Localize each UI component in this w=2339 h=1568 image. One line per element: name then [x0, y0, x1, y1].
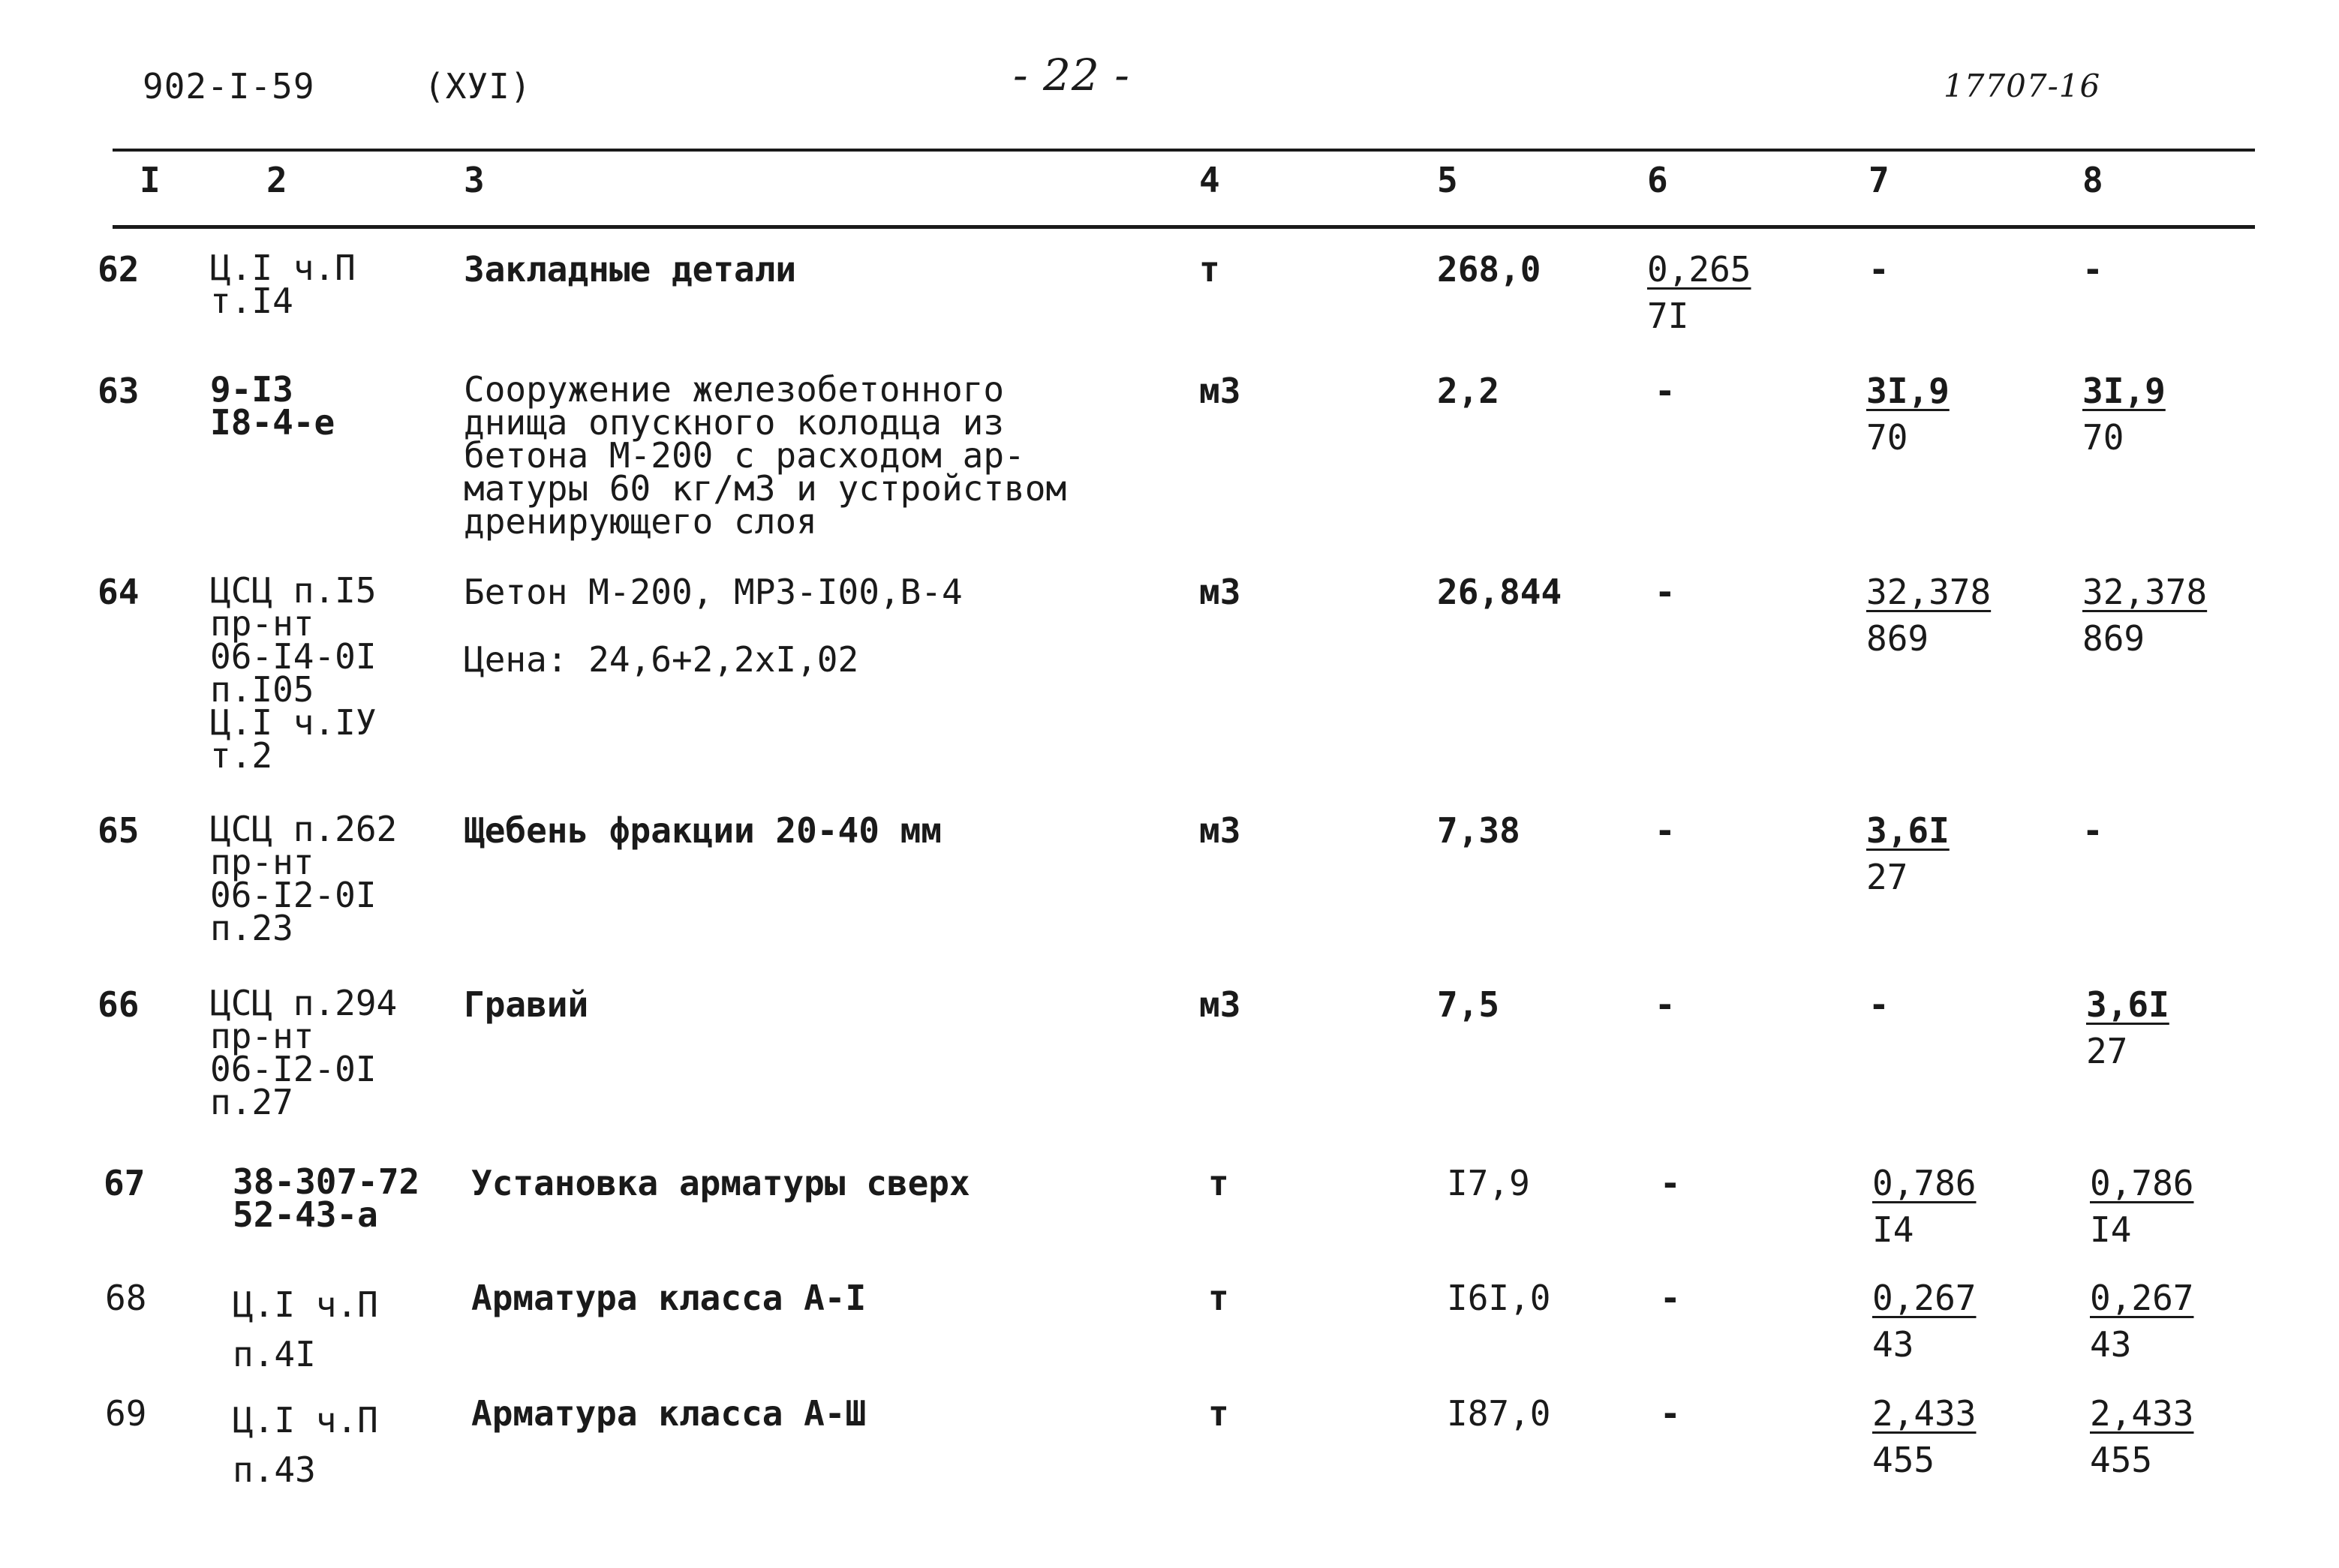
col7-sub: 869	[1866, 618, 1929, 659]
row-unit: т	[1208, 1163, 1229, 1203]
row-name: Щебень фракции 20-40 мм	[464, 810, 942, 851]
row-col7	[1866, 572, 1992, 659]
col8-value: 3,6I	[2086, 984, 2169, 1025]
col7-value: 32,378	[1866, 572, 1992, 612]
row-col6: -	[1655, 572, 1676, 612]
row-col6: -	[1660, 1163, 1681, 1203]
col7-sub: I4	[1872, 1209, 1914, 1250]
document-code: 902-I-59	[143, 66, 315, 107]
row-col8	[2082, 371, 2166, 458]
row-col6: -	[1655, 810, 1676, 851]
column-header-rule	[113, 225, 2255, 229]
column-header-3: 3	[464, 160, 485, 200]
col7-value: 0,786	[1872, 1163, 1977, 1203]
column-header-6: 6	[1647, 160, 1668, 200]
row-quantity: I6I,0	[1447, 1278, 1551, 1318]
row-unit: т	[1199, 249, 1220, 290]
row-unit: м3	[1199, 572, 1241, 612]
row-col8: -	[2082, 249, 2103, 290]
col7-value: 3I,9	[1866, 371, 1950, 411]
col8-sub: 70	[2082, 417, 2124, 458]
row-col8	[2082, 572, 2208, 659]
col7-sub: 27	[1866, 857, 1908, 897]
row-col6: -	[1655, 371, 1676, 411]
row-quantity: 268,0	[1437, 249, 1541, 290]
col7-value: 0,267	[1872, 1278, 1977, 1318]
col8-value: 0,786	[2090, 1163, 2194, 1203]
row-col6	[1647, 251, 1751, 334]
row-number: 68	[105, 1278, 147, 1318]
row-col6: -	[1655, 984, 1676, 1025]
row-reference: 9-I3 I8-4-е	[210, 369, 335, 443]
row-unit: т	[1208, 1278, 1229, 1318]
col8-value: 3I,9	[2082, 371, 2166, 411]
col7-sub: 455	[1872, 1440, 1935, 1480]
row-unit: м3	[1199, 984, 1241, 1025]
col8-sub: 869	[2082, 618, 2145, 659]
column-header-5: 5	[1437, 160, 1458, 200]
row-number: 66	[98, 984, 140, 1025]
column-header-4: 4	[1199, 160, 1220, 200]
row-col8	[2086, 984, 2169, 1071]
row-col7	[1872, 1165, 1976, 1248]
table-top-rule	[113, 149, 2255, 152]
col8-value: 2,433	[2090, 1393, 2194, 1434]
col7-sub: 43	[1872, 1324, 1914, 1365]
row-col6: -	[1660, 1393, 1681, 1434]
row-reference: Ц.I ч.П п.43	[233, 1400, 378, 1490]
column-header-8: 8	[2082, 160, 2103, 200]
col6-value: 0,265	[1647, 249, 1751, 290]
row-col8	[2090, 1395, 2193, 1478]
row-number: 65	[98, 810, 140, 851]
row-name: Закладные детали	[464, 249, 797, 290]
row-unit: м3	[1199, 810, 1241, 851]
row-number: 69	[105, 1393, 147, 1434]
row-name: Арматура класса А-I	[471, 1278, 867, 1318]
column-header-7: 7	[1868, 160, 1890, 200]
row-reference: Ц.I ч.П п.4I	[233, 1284, 378, 1374]
column-header-1: I	[140, 160, 161, 200]
row-name: Бетон М-200, МРЗ-I00,В-4	[464, 572, 963, 612]
row-name: Установка арматуры сверх	[471, 1163, 970, 1203]
row-name: Сооружение железобетонного днища опускного колодца из бетона М-200 с расходом ар- матуры 60 кг/м3 и устройством дренирующего слоя	[464, 369, 1067, 542]
col8-value: 32,378	[2082, 572, 2208, 612]
row-col8	[2090, 1278, 2194, 1365]
row-reference: ЦСЦ п.294 пр-нт 06-I2-0I п.27	[210, 983, 398, 1122]
col7-value: 2,433	[1872, 1393, 1977, 1434]
row-name: Арматура класса А-Ш	[471, 1393, 867, 1434]
col8-sub: 43	[2090, 1324, 2132, 1365]
row-number: 67	[104, 1163, 146, 1203]
row-col7	[1866, 371, 1950, 458]
document-part: (XУI)	[424, 66, 532, 107]
row-price-note: Цена: 24,6+2,2хI,02	[464, 639, 859, 680]
row-name: Гравий	[464, 984, 589, 1025]
row-reference: 38-307-72 52-43-а	[233, 1161, 420, 1235]
row-quantity: 7,5	[1437, 984, 1500, 1025]
col7-value: 3,6I	[1866, 810, 1950, 851]
row-col8: -	[2082, 810, 2103, 851]
row-quantity: I87,0	[1447, 1393, 1551, 1434]
inventory-number: 17707-16	[1944, 68, 2101, 104]
row-quantity: I7,9	[1447, 1163, 1530, 1203]
row-reference: ЦСЦ п.262 пр-нт 06-I2-0I п.23	[210, 809, 398, 948]
col8-sub: I4	[2090, 1209, 2132, 1250]
row-reference: ЦСЦ п.I5 пр-нт 06-I4-0I п.I05 Ц.I ч.IУ т.2	[210, 570, 377, 776]
row-number: 62	[98, 249, 140, 290]
row-quantity: 2,2	[1437, 371, 1500, 411]
row-number: 63	[98, 371, 140, 411]
col8-sub: 27	[2086, 1031, 2128, 1071]
col7-sub: 70	[1866, 417, 1908, 458]
page-number: - 22 -	[1013, 50, 1130, 101]
row-unit: м3	[1199, 371, 1241, 411]
col8-sub: 455	[2090, 1440, 2153, 1480]
row-col6: -	[1660, 1278, 1681, 1318]
row-col7	[1872, 1278, 1977, 1365]
col8-value: 0,267	[2090, 1278, 2194, 1318]
row-col7	[1866, 810, 1950, 897]
column-header-2: 2	[266, 160, 287, 200]
row-reference: Ц.I ч.П т.I4	[210, 248, 356, 321]
row-number: 64	[98, 572, 140, 612]
row-col8	[2090, 1165, 2193, 1248]
row-col7: -	[1868, 984, 1890, 1025]
col6-sub: 7I	[1647, 296, 1689, 336]
row-quantity: 7,38	[1437, 810, 1520, 851]
row-col7: -	[1868, 249, 1890, 290]
row-unit: т	[1208, 1393, 1229, 1434]
row-quantity: 26,844	[1437, 572, 1562, 612]
row-col7	[1872, 1395, 1976, 1478]
